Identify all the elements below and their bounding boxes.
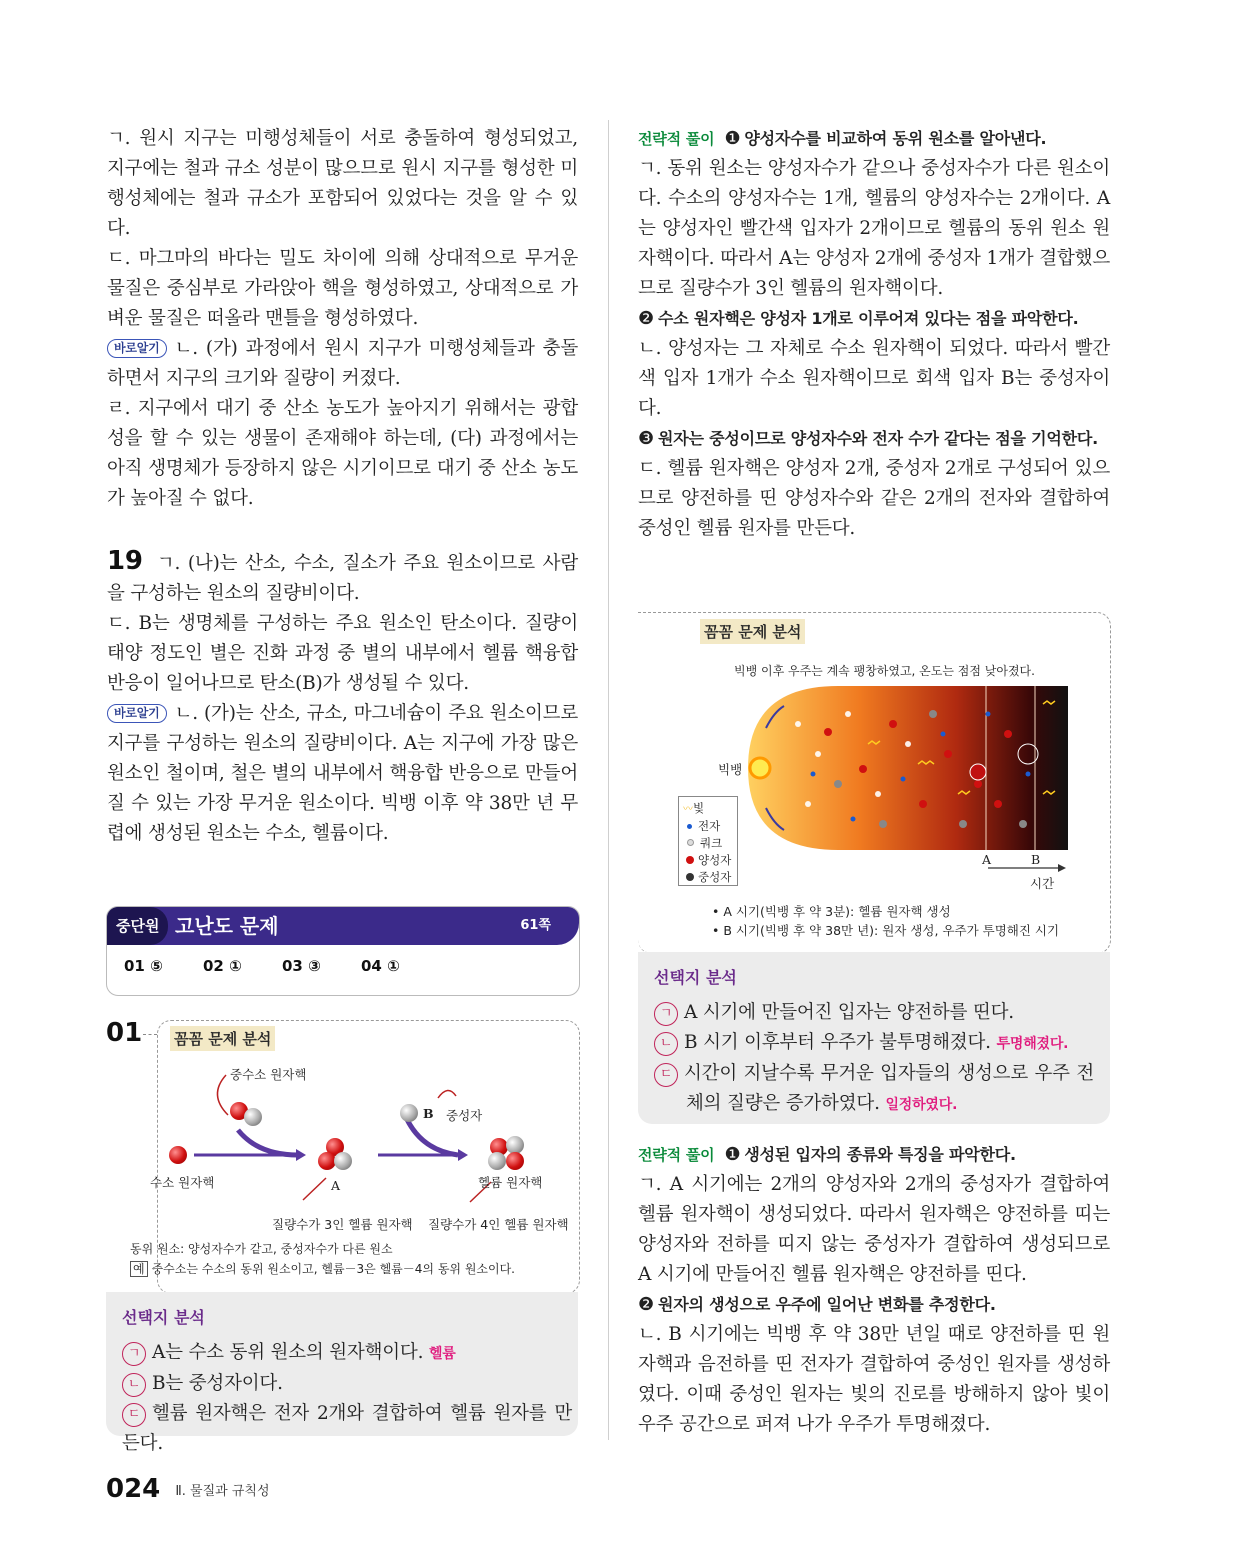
correct-mark: ㄷ	[122, 1403, 146, 1427]
example-tag: 예	[130, 1261, 148, 1277]
quark-icon	[687, 839, 694, 846]
label-b-period: B	[1031, 852, 1041, 867]
legend-item: 쿼크	[683, 835, 737, 852]
badge-baro: 바로알기	[107, 339, 167, 358]
section-header-bar	[107, 907, 579, 945]
note-example-text: 중수소는 수소의 동위 원소이고, 헬륨－3은 헬륨－4의 동위 원소이다.	[151, 1262, 515, 1276]
label-he4: 질량수가 4인 헬륨 원자핵	[428, 1217, 569, 1232]
connector	[143, 1034, 157, 1036]
choice-item	[122, 1369, 572, 1399]
answer-item: 03 ③	[282, 957, 321, 975]
electron-icon	[687, 824, 692, 829]
period-a-note: • A 시기(빅뱅 후 약 3분): 헬륨 원자핵 생성	[712, 904, 951, 919]
paragraph: ㄷ. 헬륨 원자핵은 양성자 2개, 중성자 2개로 구성되어 있으므로 양전하를 띤 양성자수와 같은 2개의 전자와 결합하여 중성인 헬륨 원자를 만든다.	[638, 458, 1110, 539]
strategy-step	[638, 124, 1110, 154]
choice-item	[654, 1059, 1094, 1120]
answer-item: 04 ①	[361, 957, 400, 975]
answer-item: 02 ①	[203, 957, 242, 975]
wrong-mark: ㄱ	[122, 1342, 146, 1366]
legend-item: 전자	[683, 818, 737, 835]
correct-mark: ㄱ	[654, 1002, 678, 1026]
paragraph-text: ㄴ. (가)는 산소, 규소, 마그네슘이 주요 원소이므로 지구를 구성하는 원소의 질량비이다. A는 지구에 가장 많은 원소인 철이며, 철은 별의 내부에서 핵융합 반응으로 만들어질 수 있는 가장 무거운 원소이다. 빅뱅 이후 약 38만 년 무렵에 생성된 원소는 수소, 헬륨이다.	[107, 703, 578, 844]
strategy-step	[638, 1140, 1110, 1170]
strategy-label: 전략적 풀이	[638, 130, 715, 148]
choice-section-title: 선택지 분석	[654, 968, 737, 987]
paragraph: ㄱ. A 시기에는 2개의 양성자와 2개의 중성자가 결합하여 헬륨 원자핵이 생성되었다. 따라서 원자핵은 양전하를 띠는 양성자와 전하를 띠지 않는 중성자가 결합하여 생성되므로 A 시기에 만들어진 헬륨 원자핵은 양전하를 띤다.	[638, 1174, 1110, 1285]
section-answer-box	[106, 906, 580, 996]
choice-text: A는 수소 동위 원소의 원자핵이다.	[152, 1342, 424, 1363]
right-column-bottom	[638, 1140, 1110, 1440]
label-helium-nucleus: 헬륨 원자핵	[478, 1175, 543, 1190]
question-number: 19	[107, 546, 143, 576]
choice-text: B 시기 이후부터 우주가 불투명해졌다.	[684, 1032, 991, 1053]
label-he3: 질량수가 3인 헬륨 원자핵	[272, 1217, 413, 1232]
label-a: A	[331, 1178, 341, 1193]
chapter-title: Ⅱ. 물질과 규칙성	[175, 1483, 270, 1499]
he3-nucleus	[316, 1138, 356, 1172]
strategy-step	[638, 304, 1110, 334]
proton-ball	[169, 1146, 187, 1164]
neutron-icon	[686, 873, 694, 881]
paragraph-text: ㄴ. (가) 과정에서 원시 지구가 미행성체들과 충돌하면서 지구의 크기와 질량이 커졌다.	[107, 338, 578, 389]
bigbang-figure	[678, 684, 1078, 894]
label-a-period: A	[982, 852, 992, 867]
note-isotope: 동위 원소: 양성자수가 같고, 중성자수가 다른 원소	[130, 1242, 393, 1256]
paragraph	[107, 334, 578, 394]
badge-baro: 바로알기	[107, 704, 167, 723]
choice-item	[654, 1028, 1094, 1059]
proton-icon	[686, 856, 694, 864]
footer	[106, 1474, 270, 1504]
step-number: ❸	[638, 428, 654, 449]
period-b-note: • B 시기(빅뱅 후 약 38만 년): 원자 생성, 우주가 투명해진 시기	[712, 923, 1060, 938]
wrong-mark: ㄷ	[654, 1063, 678, 1087]
choice-text: 시간이 지날수록 무거운 입자들의 생성으로 우주 전체의 질량은 증가하였다.	[684, 1063, 1094, 1114]
label-neutron: 중성자	[446, 1108, 483, 1123]
paragraph: ㄷ. B는 생명체를 구성하는 주요 원소인 탄소이다. 질량이 태양 정도인 별은 진화 과정 중 별의 내부에서 헬륨 핵융합 반응이 일어나므로 탄소(B)가 생성될 수 있다.	[107, 613, 578, 694]
paragraph: ㄱ. 동위 원소는 양성자수가 같으나 중성자수가 다른 원소이다. 수소의 양성자수는 1개, 헬륨의 양성자수는 2개이다. A는 양성자인 빨간색 입자가 2개이므로 헬륨의 동위 원소 원자핵이다. 따라서 A는 양성자 2개에 중성자 1개가 결합했으므로 질량수가 3인 헬륨의 원자핵이다.	[638, 158, 1110, 299]
paragraph: ㄴ. B 시기에는 빅뱅 후 약 38만 년일 때로 양전하를 띤 원자핵과 음전하를 띤 전자가 결합하여 중성인 원자를 생성하였다. 이때 중성인 원자는 빛의 진로를 방해하지 않아 빛이 우주 공간으로 퍼져 나가 우주가 투명해졌다.	[638, 1324, 1110, 1435]
strategy-label: 전략적 풀이	[638, 1146, 715, 1164]
he4-nucleus	[486, 1136, 530, 1174]
legend-item: 중성자	[683, 869, 737, 886]
left-column	[107, 124, 578, 849]
right-column-top	[638, 124, 1110, 544]
choice-text: 헬륨 원자핵은 전자 2개와 결합하여 헬륨 원자를 만든다.	[122, 1403, 572, 1454]
section-title: 고난도 문제	[175, 914, 279, 938]
choice-section-title: 선택지 분석	[122, 1308, 205, 1327]
legend-item: 양성자	[683, 852, 737, 869]
neutron-ball	[244, 1108, 262, 1126]
answer-row	[124, 957, 440, 975]
strategy-step	[638, 424, 1110, 454]
column-divider	[608, 120, 609, 1440]
step-text: 생성된 입자의 종류와 특징을 파악한다.	[744, 1145, 1016, 1164]
paragraph: ㄷ. 마그마의 바다는 밀도 차이에 의해 상대적으로 무거운 물질은 중심부로 가라앉아 핵을 형성하였고, 상대적으로 가벼운 물질은 떠올라 맨틀을 형성하였다.	[107, 248, 578, 329]
q02-choices	[654, 965, 1094, 1120]
section-label: 중단원	[107, 907, 168, 945]
step-text: 원자의 생성으로 우주에 일어난 변화를 추정한다.	[657, 1295, 996, 1314]
strategy-step	[638, 1290, 1110, 1320]
page-number: 024	[106, 1474, 161, 1504]
choice-item	[122, 1338, 572, 1369]
neutron-ball	[400, 1104, 418, 1122]
light-wave-icon: 〰	[683, 804, 693, 815]
q19	[107, 546, 578, 609]
note-example	[130, 1260, 515, 1277]
correction-text: 일정하였다.	[885, 1097, 958, 1113]
analysis-tag: 꼼꼼 문제 분석	[170, 1026, 275, 1051]
step-number: ❶	[724, 1144, 741, 1165]
label-time: 시간	[1030, 876, 1055, 891]
paragraph-text: ㄱ. (나)는 산소, 수소, 질소가 주요 원소이므로 사람을 구성하는 원소의 질량비이다.	[107, 553, 578, 604]
label-bigbang: 빅뱅	[718, 762, 743, 777]
label-deuterium: 중수소 원자핵	[230, 1067, 307, 1082]
step-text: 원자는 중성이므로 양성자수와 전자 수가 같다는 점을 기억한다.	[657, 429, 1099, 448]
paragraph	[107, 699, 578, 849]
correction-text: 투명해졌다.	[996, 1036, 1069, 1052]
step-number: ❶	[724, 128, 741, 149]
step-number: ❷	[638, 308, 654, 329]
step-number: ❷	[638, 1294, 654, 1315]
paragraph: ㄱ. 원시 지구는 미행성체들이 서로 충돌하여 형성되었고, 지구에는 철과 규소 성분이 많으므로 원시 지구를 형성한 미행성체에는 철과 규소가 포함되어 있었다는 것을 알 수 있다.	[107, 128, 578, 239]
choice-text: B는 중성자이다.	[152, 1373, 283, 1394]
q01-diagram	[108, 1060, 578, 1290]
wrong-mark: ㄴ	[654, 1032, 678, 1056]
choice-text: A 시기에 만들어진 입자는 양전하를 띤다.	[684, 1002, 1014, 1023]
question-number: 01	[106, 1018, 143, 1048]
section-page-ref: 61쪽	[520, 918, 551, 933]
figure-caption: 빅뱅 이후 우주는 계속 팽창하였고, 온도는 점점 낮아졌다.	[734, 664, 1035, 678]
legend-item: 〰빛	[683, 801, 705, 815]
step-text: 수소 원자핵은 양성자 1개로 이루어져 있다는 점을 파악한다.	[657, 309, 1079, 328]
step-text: 양성자수를 비교하여 동위 원소를 알아낸다.	[744, 129, 1047, 148]
correct-mark: ㄴ	[122, 1373, 146, 1397]
answer-item: 01 ⑤	[124, 957, 163, 975]
paragraph: ㄹ. 지구에서 대기 중 산소 농도가 높아지기 위해서는 광합성을 할 수 있는 생물이 존재해야 하는데, (다) 과정에서는 아직 생명체가 등장하지 않은 시기이므로 대기 중 산소 농도가 높아질 수 없다.	[107, 398, 578, 509]
legend-box	[678, 796, 738, 886]
choice-item	[122, 1399, 572, 1459]
label-hydrogen-nucleus: 수소 원자핵	[150, 1175, 215, 1190]
correction-text: 헬륨	[428, 1346, 456, 1362]
choice-item	[654, 998, 1094, 1028]
analysis-tag: 꼼꼼 문제 분석	[700, 619, 805, 644]
q01-choices	[122, 1305, 572, 1459]
paragraph: ㄴ. 양성자는 그 자체로 수소 원자핵이 되었다. 따라서 빨간색 입자 1개가 수소 원자핵이므로 회색 입자 B는 중성자이다.	[638, 338, 1110, 419]
label-b: B	[423, 1106, 434, 1121]
universe-diagram	[678, 684, 1078, 894]
